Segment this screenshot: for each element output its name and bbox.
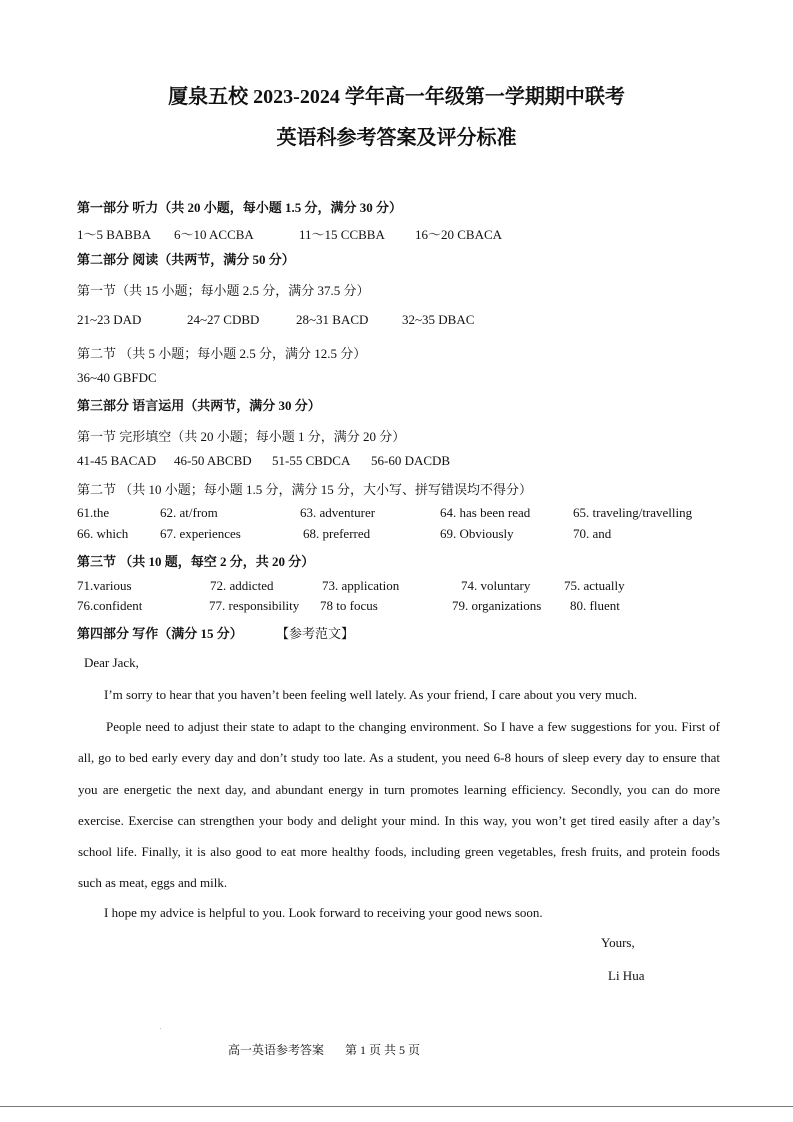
footer-subject: 高一英语参考答案 xyxy=(228,1043,325,1057)
answer-item: 67. experiences xyxy=(160,526,241,541)
answer-item: 62. at/from xyxy=(160,505,218,520)
answer-item: 69. Obviously xyxy=(440,526,514,541)
answer-group: 11～15 CCBBA xyxy=(299,227,385,242)
footer-page-number: 第 1 页 共 5 页 xyxy=(345,1043,421,1057)
part3-sec1-heading: 第一节 完形填空（共 20 小题；每小题 1 分，满分 20 分） xyxy=(77,429,406,444)
part2-heading: 第二部分 阅读（共两节，满分 50 分） xyxy=(77,252,295,267)
letter-paragraph-1: I’m sorry to hear that you haven’t been feeling well lately. As your friend, I care about you very much. xyxy=(104,687,638,702)
answer-item: 70. and xyxy=(573,526,612,541)
sample-essay-label: 【参考范文】 xyxy=(276,626,355,641)
answer-item: 73. application xyxy=(322,578,400,593)
letter-closing: Yours, xyxy=(601,935,635,950)
letter-signature: Li Hua xyxy=(608,968,645,983)
part2-sec1-heading: 第一节（共 15 小题；每小题 2.5 分，满分 37.5 分） xyxy=(77,283,370,298)
part1-heading: 第一部分 听力（共 20 小题，每小题 1.5 分，满分 30 分） xyxy=(77,200,403,215)
answer-group: 1～5 BABBA xyxy=(77,227,152,242)
answer-item: 80. fluent xyxy=(570,598,620,613)
letter-paragraph-3: I hope my advice is helpful to you. Look forward to receiving your good news soon. xyxy=(104,905,543,920)
scan-speck xyxy=(160,1028,161,1029)
document-title: 厦泉五校 2023-2024 学年高一年级第一学期期中联考 xyxy=(168,86,625,108)
answer-item: 75. actually xyxy=(564,578,625,593)
answer-group: 6～10 ACCBA xyxy=(174,227,254,242)
answer-item: 68. preferred xyxy=(303,526,371,541)
document-subtitle: 英语科参考答案及评分标准 xyxy=(276,127,517,149)
page-bottom-border xyxy=(0,1106,793,1107)
answer-item: 71.various xyxy=(77,578,132,593)
answer-item: 79. organizations xyxy=(452,598,542,613)
answer-group: 56-60 DACDB xyxy=(371,453,451,468)
answer-item: 66. which xyxy=(77,526,129,541)
answer-group: 36~40 GBFDC xyxy=(77,370,157,385)
answer-group: 51-55 CBDCA xyxy=(272,453,351,468)
answer-item: 78 to focus xyxy=(320,598,378,613)
answer-item: 77. responsibility xyxy=(209,598,300,613)
section3-heading: 第三节 （共 10 题，每空 2 分，共 20 分） xyxy=(77,554,315,569)
part3-sec2-heading: 第二节 （共 10 小题；每小题 1.5 分，满分 15 分，大小写、拼写错误均不得分） xyxy=(77,482,533,497)
answer-group: 16～20 CBACA xyxy=(415,227,503,242)
answer-group: 32~35 DBAC xyxy=(402,312,475,327)
answer-item: 72. addicted xyxy=(210,578,274,593)
answer-group: 41-45 BACAD xyxy=(77,453,157,468)
answer-group: 28~31 BACD xyxy=(296,312,369,327)
letter-paragraph-2-text: People need to adjust their state to adapt to the changing environment. So I have a few suggestions for you. First of all, go to bed early every day and don’t study too late. As a student, you need 6-8 hours of sleep every day to ensure that you are energetic the next day, and abundant energy in turn promotes learning efficiency. Secondly, you can do more exercise. Exercise can strengthen your body and delight your mind. In this way, you won’t get tired easily after a day’s school life. Finally, it is also good to eat more healthy foods, including green vegetables, fresh fruits, and protein foods such as meat, eggs and milk. xyxy=(78,719,720,891)
answer-item: 61.the xyxy=(77,505,110,520)
letter-paragraph-2 xyxy=(78,711,720,899)
part4-heading: 第四部分 写作（满分 15 分） xyxy=(77,626,243,641)
answer-item: 76.confident xyxy=(77,598,143,613)
answer-item: 65. traveling/travelling xyxy=(573,505,693,520)
answer-item: 74. voluntary xyxy=(461,578,531,593)
answer-group: 21~23 DAD xyxy=(77,312,142,327)
part3-heading: 第三部分 语言运用（共两节，满分 30 分） xyxy=(77,398,321,413)
part2-sec2-heading: 第二节 （共 5 小题；每小题 2.5 分，满分 12.5 分） xyxy=(77,346,367,361)
answer-item: 63. adventurer xyxy=(300,505,376,520)
answer-group: 46-50 ABCBD xyxy=(174,453,252,468)
letter-greeting: Dear Jack, xyxy=(84,655,139,670)
answer-group: 24~27 CDBD xyxy=(187,312,260,327)
answer-item: 64. has been read xyxy=(440,505,531,520)
